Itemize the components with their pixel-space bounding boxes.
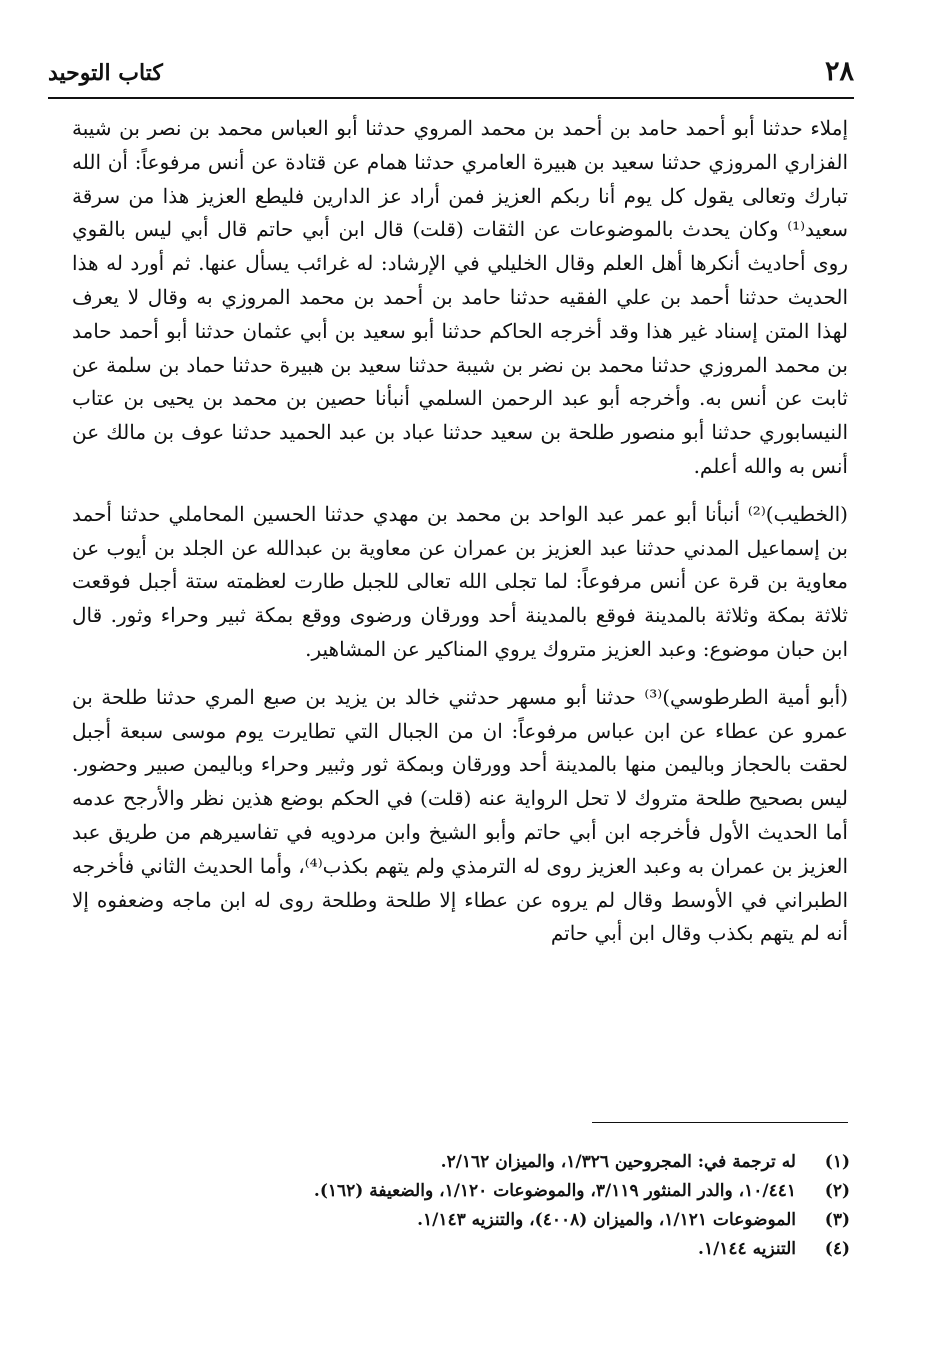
footnote-text: ١٠/٤٤١، والدر المنثور ٣/١١٩، والموضوعات ١/١٢٠، والضعيفة (١٦٢). (313, 1181, 796, 1201)
footnote-number: (٤) (824, 1239, 850, 1259)
header-divider (48, 97, 854, 99)
footnotes (90, 1148, 850, 1264)
page-number: ٢٨ (824, 56, 854, 87)
footnote-text: له ترجمة في: المجروحين ١/٣٢٦، والميزان ٢/١٦٢. (440, 1152, 796, 1172)
paragraph-2: (الخطيب)⁽²⁾ أنبأنا أبو عمر عبد الواحد بن محمد بن مهدي حدثنا الحسين المحاملي حدثنا أحمد بن إسماعيل المدني حدثنا عبد العزيز بن عمران عن معاوية بن عبدالله عن الجلد بن أيوب عن معاوية بن قرة عن أنس مرفوعاً: لما تجلى الله تعالى للجبل طارت لعظمته ستة أجبل فوقعت ثلاثة بمكة وثلاثة بالمدينة فوقع بالمدينة أحد وورقان ورضوى ووقع بمكة ثبير وحراء وثور. قال ابن حبان موضوع: وعبد العزيز متروك يروي المناكير عن المشاهير. (72, 501, 848, 661)
footnote-number: (٢) (824, 1181, 850, 1201)
paragraph-1: إملاء حدثنا أبو أحمد حامد بن أحمد بن محمد المروي حدثنا أبو العباس محمد بن نصر بن شيبة الفزاري المروزي حدثنا سعيد بن هبيرة العامري حدثنا همام عن قتادة عن أنس مرفوعاً: أن الله تبارك وتعالى يقول كل يوم أنا ربكم العزيز فمن أراد عز الدارين فليطع العزيز هذا من سرقة سعيد⁽¹⁾ وكان يحدث بالموضوعات عن الثقات (قلت) قال ابن أبي حاتم قال أبي ليس بالقوي روى أحاديث أنكرها أهل العلم وقال الخليلي في الإرشاد: له غرائب يسأل عنها. ثم أورد له هذا الحديث حدثنا أحمد بن علي الفقيه حدثنا حامد بن أحمد بن محمد المروزي به وقال لا يعرف لهذا المتن إسناد غير هذا وقد أخرجه الحاكم حدثنا أبو سعيد بن أبي عثمان حدثنا أبو أحمد حامد بن محمد المروزي حدثنا محمد بن نضر بن شيبة حدثنا سعيد بن هبيرة حدثنا حماد بن سلمة عن ثابت عن أنس به. وأخرجه أبو عبد الرحمن السلمي أنبأنا حصين بن محمد بن يحيى بن عتاب النيسابوري حدثنا أبو منصور طلحة بن سعيد حدثنا عباد بن عبد الحميد حدثنا عوف بن مالك عن أنس به والله أعلم. (72, 116, 849, 478)
main-text (72, 112, 848, 951)
footnote-number: (٣) (824, 1210, 850, 1230)
footnote-item (90, 1177, 850, 1206)
footnote-item (90, 1148, 850, 1177)
footnote-text: الموضوعات ١/١٢١، والميزان (٤٠٠٨)، والتنزيه ١/١٤٣. (417, 1210, 796, 1230)
footnote-item (90, 1235, 850, 1264)
footnote-text: التنزيه ١/١٤٤. (698, 1239, 796, 1259)
footnote-number: (١) (824, 1152, 850, 1172)
paragraph-3: (أبو أمية الطرطوسي)⁽³⁾ حدثنا أبو مسهر حدثني خالد بن يزيد بن صبع المري حدثنا طلحة بن عمرو عن عطاء عن ابن عباس مرفوعاً: ان من الجبال التي تطايرت يوم موسى سبعة أجبل لحقت بالحجاز وباليمن منها بالمدينة أحد وورقان وبمكة ثور وثبير وحراء وباليمن صبير وحضور. ليس بصحيح طلحة متروك لا تحل الرواية عنه (قلت) في الحكم بوضع هذين نظر والأرجح عدمه أما الحديث الأول فأخرجه ابن أبي حاتم وأبو الشيخ وابن مردويه في تفاسيرهم من طريق عبد العزيز بن عمران به وعبد العزيز روى له الترمذي ولم يتهم بكذب⁽⁴⁾، وأما الحديث الثاني فأخرجه الطبراني في الأوسط وقال لم يروه عن عطاء إلا طلحة وطلحة روى له ابن ماجه وضعفوه إلا أنه لم يتهم بكذب وقال ابن أبي حاتم (72, 684, 848, 946)
running-title: كتاب التوحيد (48, 60, 163, 86)
page-header (48, 52, 854, 92)
footnote-divider (592, 1122, 848, 1123)
footnote-item (90, 1206, 850, 1235)
